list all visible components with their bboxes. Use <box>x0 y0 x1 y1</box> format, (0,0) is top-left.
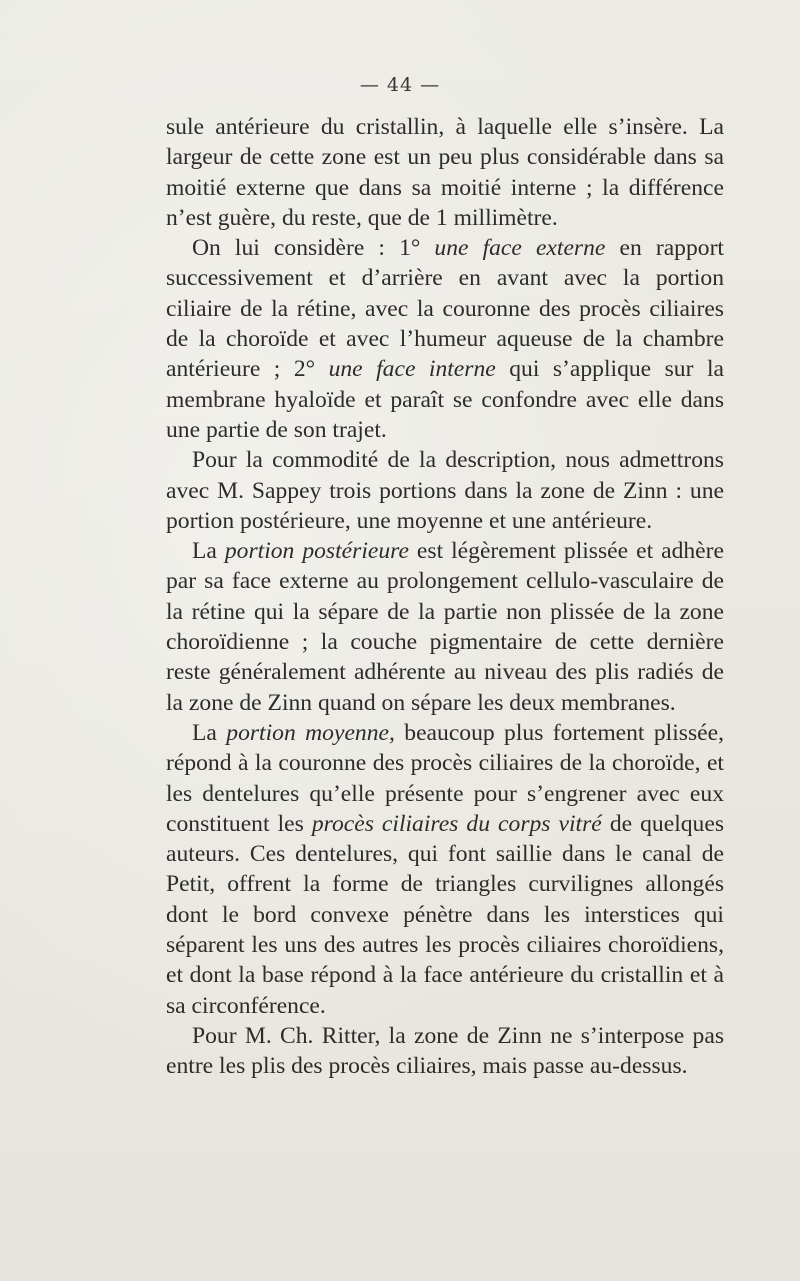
text-run: est légèrement plissée et adhère par sa face externe au prolongement cellulo-vasculaire de la rétine qui la sépare de la partie non plissée de la zone choroïdienne ; la couche pigmentaire de cette dernière reste généralement adhérente au niveau des plis radiés de la zone de Zinn quand on sépare les deux membranes. <box>166 538 724 716</box>
paragraph <box>166 1021 724 1082</box>
text-run: sule antérieure du cristallin, à laquelle elle s’insère. La largeur de cette zone est un peu plus considérable dans sa moitié externe que dans sa moitié interne ; la différence n’est guère, du reste, que de 1 millimètre. <box>166 114 724 231</box>
paragraph <box>166 536 724 718</box>
text-run: La <box>192 719 227 746</box>
text-run: Pour la commodité de la description, nous admettrons avec M. Sappey trois portions dans la zone de Zinn : une portion postérieure, une moyenne et une antérieure. <box>166 447 724 534</box>
body-text <box>166 112 724 1082</box>
italic-text: portion moyenne, <box>226 719 395 746</box>
italic-text: une face interne <box>328 356 496 383</box>
page-number: — 44 — <box>359 74 441 96</box>
text-run: Pour M. Ch. Ritter, la zone de Zinn ne s’interpose pas entre les plis des procès ciliaires, mais passe au-dessus. <box>166 1022 724 1080</box>
text-run: On lui considère : 1° <box>192 235 435 262</box>
paragraph <box>166 445 724 536</box>
italic-text: une face externe <box>434 235 606 262</box>
italic-text: procès ciliaires du corps vitré <box>311 810 602 837</box>
paragraph <box>166 718 724 1021</box>
italic-text: portion postérieure <box>224 538 409 565</box>
text-run: La <box>192 538 225 565</box>
text-run: beaucoup plus fortement plissée, répond à la couronne des procès ciliaires de la choroïde, et les dentelures qu’elle présente pour s’engrener avec eux constituent les <box>166 719 724 837</box>
paragraph <box>166 112 724 233</box>
text-run: de quelques auteurs. Ces dentelures, qui font saillie dans le canal de Petit, offrent la forme de triangles curvilignes allongés dont le bord convexe pénètre dans les interstices qui séparent les uns des autres les procès ciliaires choroïdiens, et dont la base répond à la face antérieure du cristallin et à sa circonférence. <box>166 810 724 1019</box>
paragraph <box>166 233 724 445</box>
text-run: en rapport successivement et d’arrière en avant avec la portion ciliaire de la rétine, avec la couronne des procès ciliaires de la choroïde et avec l’humeur aqueuse de la chambre antérieure ; 2° <box>166 235 724 383</box>
text-run: qui s’applique sur la membrane hyaloïde et paraît se confondre avec elle dans une partie de son trajet. <box>166 356 724 443</box>
